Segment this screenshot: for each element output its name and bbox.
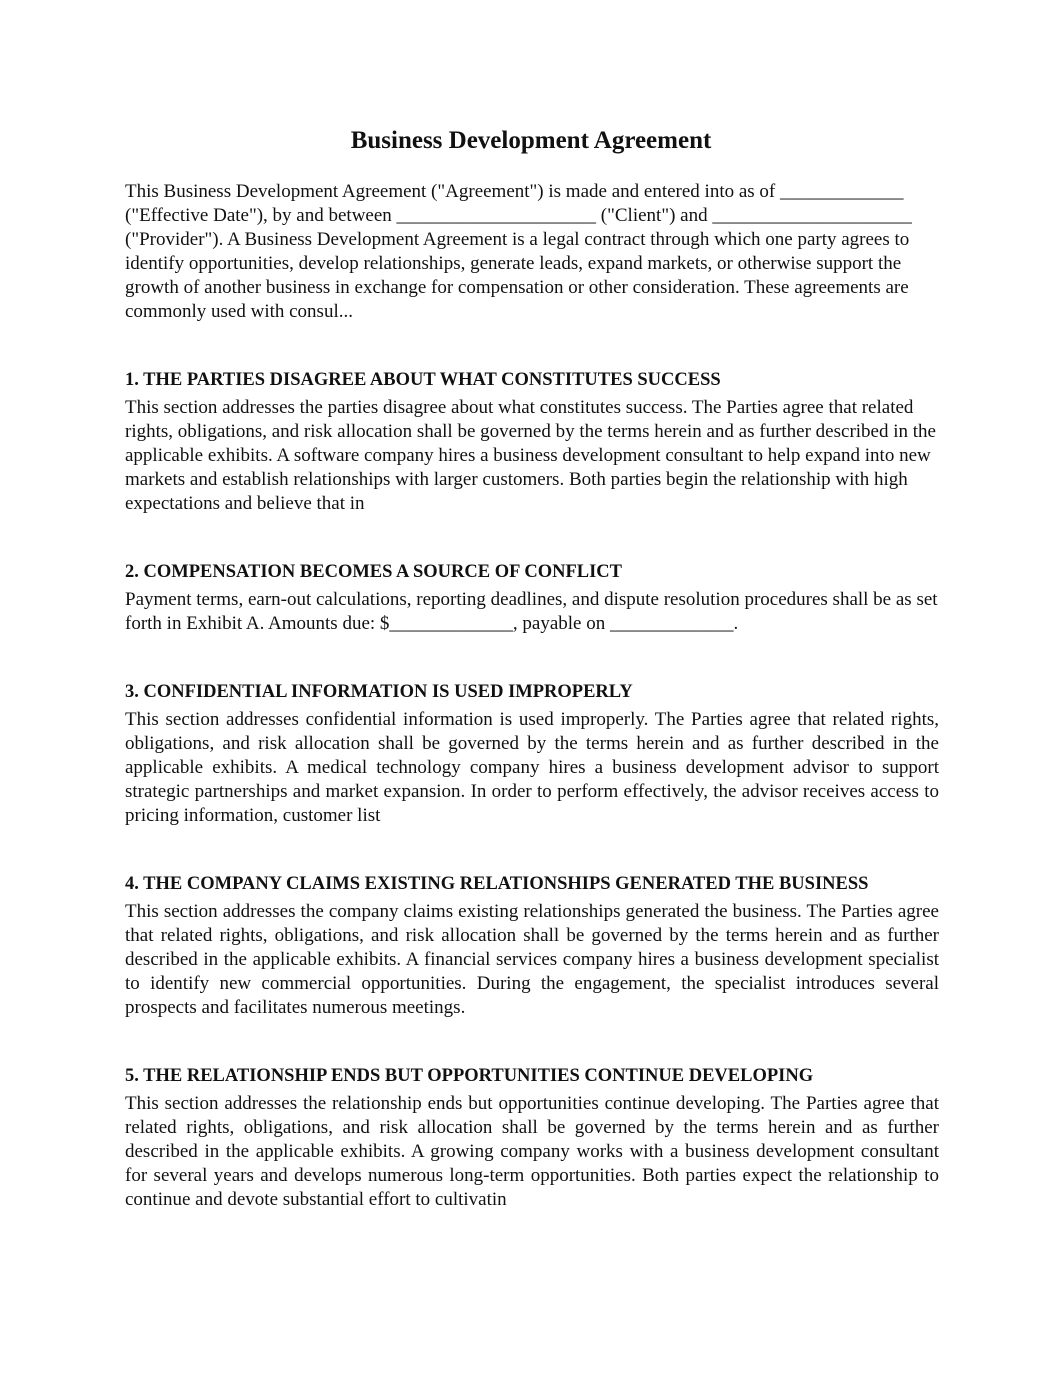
section-heading: 5. THE RELATIONSHIP ENDS BUT OPPORTUNITIES CONTINUE DEVELOPING [125,1066,814,1086]
section-heading: 3. CONFIDENTIAL INFORMATION IS USED IMPROPERLY [125,682,633,702]
section-heading: 4. THE COMPANY CLAIMS EXISTING RELATIONSHIPS GENERATED THE BUSINESS [125,874,869,894]
document-title: Business Development Agreement [350,127,712,154]
section-heading: 2. COMPENSATION BECOMES A SOURCE OF CONFLICT [125,562,622,582]
section-3 [125,680,939,828]
section-5 [125,1064,939,1212]
section-body: This section addresses the relationship ends but opportunities continue developing. The Parties agree that related rights, obligations, and risk allocation shall be governed by the terms herein and as further described in the applicable exhibits. A growing company works with a business development consultant for several years and develops numerous long-term opportunities. Both parties expect the relationship to continue and devote substantial effort to cultivatin [125,1093,939,1210]
section-1 [125,368,939,516]
section-2 [125,560,939,636]
section-body: This section addresses confidential information is used improperly. The Parties agree that related rights, obligations, and risk allocation shall be governed by the terms herein and as further described in the applicable exhibits. A medical technology company hires a business development advisor to support strategic partnerships and market expansion. In order to perform effectively, the advisor receives access to pricing information, customer list [125,709,939,826]
section-heading: 1. THE PARTIES DISAGREE ABOUT WHAT CONSTITUTES SUCCESS [125,370,721,390]
document-content [125,180,939,1212]
section-body: This section addresses the company claims existing relationships generated the business. The Parties agree that related rights, obligations, and risk allocation shall be governed by the terms herein and as further described in the applicable exhibits. A financial services company hires a business development specialist to identify new commercial opportunities. During the engagement, the specialist introduces several prospects and facilitates numerous meetings. [125,901,939,1018]
section-4 [125,872,939,1020]
intro-paragraph: This Business Development Agreement ("Agreement") is made and entered into as of _____________ ("Effective Date"), by and between _____________________ ("Client") and _____________________ ("Provider"). A Business Development Agreement is a legal contract through which one party agrees to identify opportunities, develop relationships, generate leads, expand markets, or otherwise support the growth of another business in exchange for compensation or other consideration. These agreements are commonly used with consul... [125,181,912,322]
section-body: This section addresses the parties disagree about what constitutes success. The Parties agree that related rights, obligations, and risk allocation shall be governed by the terms herein and as further described in the applicable exhibits. A software company hires a business development consultant to help expand into new markets and establish relationships with larger customers. Both parties begin the relationship with high expectations and believe that in [125,397,936,514]
section-body: Payment terms, earn-out calculations, reporting deadlines, and dispute resolution procedures shall be as set forth in Exhibit A. Amounts due: $_____________, payable on _____________. [125,589,938,634]
